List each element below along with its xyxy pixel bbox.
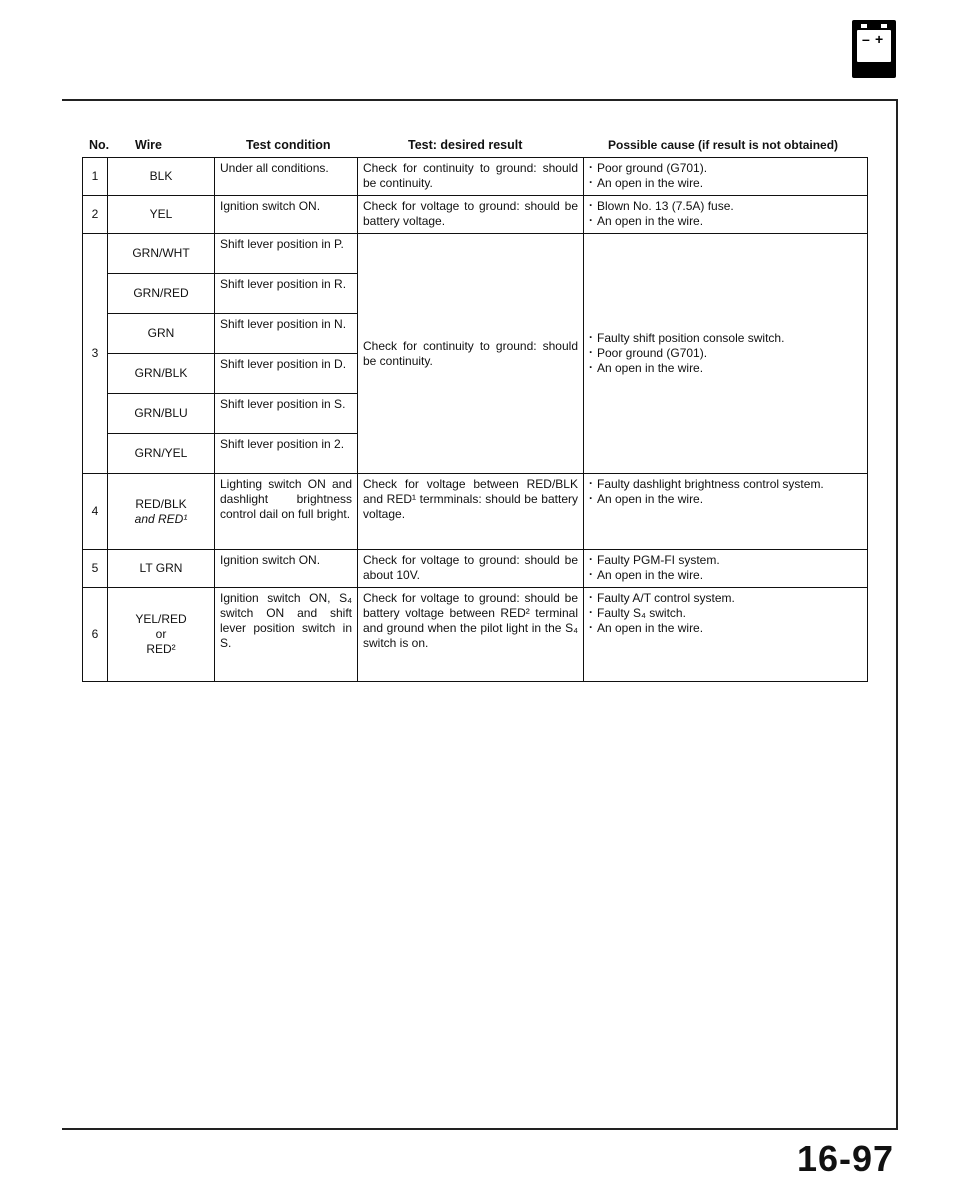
desired-result: Check for continuity to ground: should be continuity. bbox=[358, 234, 584, 474]
right-rule bbox=[896, 100, 898, 1130]
possible-cause bbox=[584, 158, 868, 196]
page-number: 16-97 bbox=[797, 1138, 895, 1179]
test-condition: Lighting switch ON and dashlight brightness control dail on full bright. bbox=[215, 474, 358, 550]
possible-cause bbox=[584, 196, 868, 234]
wire-color: GRN/BLU bbox=[108, 394, 215, 434]
cause-item: · Faulty shift position console switch. bbox=[589, 331, 862, 346]
desired-result: Check for voltage to ground: should be about 10V. bbox=[358, 550, 584, 588]
cause-item: · Faulty S₄ switch. bbox=[589, 606, 862, 621]
cause-item: · Blown No. 13 (7.5A) fuse. bbox=[589, 199, 862, 214]
wire-color: BLK bbox=[108, 158, 215, 196]
test-condition: Shift lever position in 2. bbox=[215, 434, 358, 474]
wire-line: YEL/RED bbox=[135, 612, 187, 626]
row-number: 5 bbox=[83, 550, 108, 588]
cause-item: · Faulty PGM-FI system. bbox=[589, 553, 862, 568]
wire-line: RED/BLK bbox=[135, 496, 187, 511]
test-condition: Shift lever position in D. bbox=[215, 354, 358, 394]
cause-item: · An open in the wire. bbox=[589, 176, 862, 191]
test-condition: Shift lever position in P. bbox=[215, 234, 358, 274]
header-no: No. bbox=[89, 138, 110, 152]
test-condition: Shift lever position in S. bbox=[215, 394, 358, 434]
cause-item: · An open in the wire. bbox=[589, 621, 862, 636]
possible-cause bbox=[584, 474, 868, 550]
cause-item: · Poor ground (G701). bbox=[589, 161, 862, 176]
battery-icon: – + bbox=[852, 20, 896, 78]
wire-line: or bbox=[155, 627, 167, 641]
cause-item: · An open in the wire. bbox=[589, 492, 862, 507]
cause-item: · An open in the wire. bbox=[589, 214, 862, 229]
bottom-rule bbox=[62, 1128, 898, 1130]
desired-result: Check for continuity to ground: should be continuity. bbox=[358, 158, 584, 196]
wire-color: GRN/YEL bbox=[108, 434, 215, 474]
table-row bbox=[83, 158, 868, 196]
table-row bbox=[83, 550, 868, 588]
wire-color: YEL bbox=[108, 196, 215, 234]
cause-item: · An open in the wire. bbox=[589, 361, 862, 376]
test-condition: Shift lever position in N. bbox=[215, 314, 358, 354]
wire-line: RED² bbox=[146, 642, 176, 656]
wire-color: GRN bbox=[108, 314, 215, 354]
table-row bbox=[83, 588, 868, 682]
top-rule bbox=[62, 99, 898, 101]
table-row bbox=[83, 196, 868, 234]
test-condition: Ignition switch ON. bbox=[215, 550, 358, 588]
row-number: 6 bbox=[83, 588, 108, 682]
wire-color: GRN/BLK bbox=[108, 354, 215, 394]
row-number: 2 bbox=[83, 196, 108, 234]
row-number: 3 bbox=[83, 234, 108, 474]
terminal-test-table bbox=[82, 157, 868, 682]
wire-line: and RED¹ bbox=[134, 511, 188, 526]
table-row bbox=[83, 234, 868, 274]
header-desired-result: Test: desired result bbox=[408, 138, 523, 152]
wire-color: GRN/WHT bbox=[108, 234, 215, 274]
row-number: 1 bbox=[83, 158, 108, 196]
cause-item: · Faulty dashlight brightness control system. bbox=[589, 477, 862, 492]
cause-item: · Poor ground (G701). bbox=[589, 346, 862, 361]
wire-color bbox=[108, 588, 215, 682]
possible-cause bbox=[584, 550, 868, 588]
desired-result: Check for voltage to ground: should be battery voltage. bbox=[358, 196, 584, 234]
table-row bbox=[83, 474, 868, 550]
test-condition: Ignition switch ON. bbox=[215, 196, 358, 234]
wire-color bbox=[108, 474, 215, 550]
cause-item: · An open in the wire. bbox=[589, 568, 862, 583]
wire-color: GRN/RED bbox=[108, 274, 215, 314]
row-number: 4 bbox=[83, 474, 108, 550]
cause-item: · Faulty A/T control system. bbox=[589, 591, 862, 606]
test-condition: Ignition switch ON, S₄ switch ON and shift lever position switch in S. bbox=[215, 588, 358, 682]
header-test-condition: Test condition bbox=[246, 138, 331, 152]
header-possible-cause: Possible cause (if result is not obtained) bbox=[608, 138, 839, 152]
desired-result: Check for voltage between RED/BLK and RED¹ termminals: should be battery voltage. bbox=[358, 474, 584, 550]
test-condition: Under all conditions. bbox=[215, 158, 358, 196]
wire-color: LT GRN bbox=[108, 550, 215, 588]
possible-cause bbox=[584, 588, 868, 682]
test-condition: Shift lever position in R. bbox=[215, 274, 358, 314]
header-wire: Wire bbox=[135, 138, 162, 152]
desired-result: Check for voltage to ground: should be battery voltage between RED² terminal and ground when the pilot light in the S₄ switch is on. bbox=[358, 588, 584, 682]
possible-cause bbox=[584, 234, 868, 474]
